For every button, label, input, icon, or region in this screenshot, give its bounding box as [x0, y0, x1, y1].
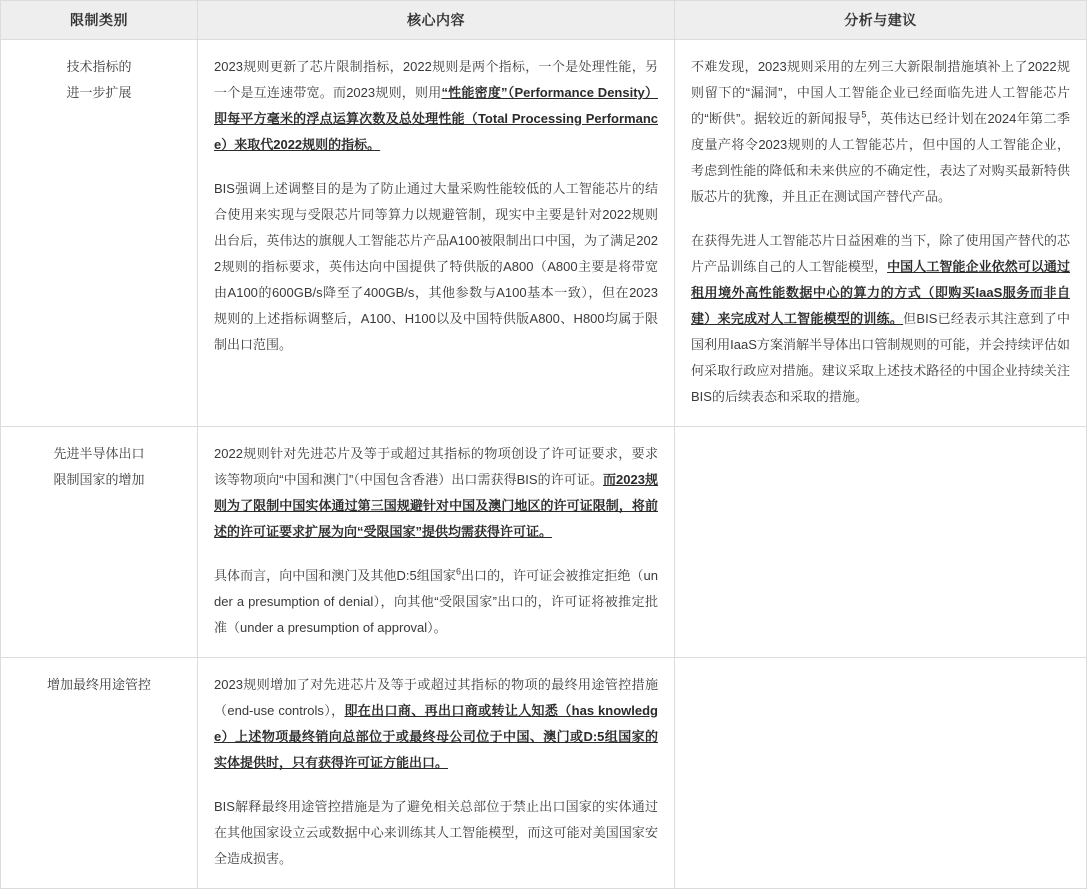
category-line: 限制国家的增加	[53, 472, 145, 487]
category-line: 技术指标的	[66, 59, 132, 74]
table-row	[1, 658, 1087, 889]
row-category-cell	[1, 658, 198, 889]
row-core-content-cell	[198, 40, 675, 427]
emphasized-text: “性能密度”（Performance Density）即每平方毫米的浮点运算次数及总处理性能（Total Processing Performance）来取代2022规则的指标。	[214, 85, 658, 152]
text-run: 2022规则针对先进芯片及等于或超过其指标的物项创设了许可证要求，要求该等物项向“中国和澳门”（中国包含香港）出口需获得BIS的许可证。	[214, 446, 658, 487]
row-category-cell	[1, 427, 198, 658]
row-core-content-cell	[198, 658, 675, 889]
footnote-marker: 6	[455, 566, 461, 577]
column-header-category: 限制类别	[1, 1, 198, 40]
text-run: 在获得先进人工智能芯片日益困难的当下，除了使用国产替代的芯片产品训练自己的人工智能模型，	[691, 233, 1070, 274]
column-header-core-content: 核心内容	[198, 1, 675, 40]
text-run: ，英伟达已经计划在2024年第二季度量产将令2023规则的人工智能芯片，但中国的人工智能企业，考虑到性能的降低和未来供应的不确定性，表达了对购买最新特供版芯片的犹豫，并且正在测试国产替代产品。	[691, 111, 1070, 204]
column-header-analysis: 分析与建议	[675, 1, 1087, 40]
paragraph	[691, 228, 1070, 410]
category-line: 增加最终用途管控	[46, 677, 151, 692]
paragraph	[691, 54, 1070, 210]
table-header	[1, 1, 1087, 40]
row-category-cell	[1, 40, 198, 427]
row-analysis-cell	[675, 427, 1087, 658]
paragraph	[214, 441, 658, 545]
text-run: 具体而言，向中国和澳门及其他D:5组国家	[214, 568, 456, 583]
paragraph	[214, 563, 658, 641]
paragraph: BIS解释最终用途管控措施是为了避免相关总部位于禁止出口国家的实体通过在其他国家设立云或数据中心来训练其人工智能模型，而这可能对美国国家安全造成损害。	[214, 799, 658, 866]
row-analysis-cell	[675, 658, 1087, 889]
footnote-marker: 5	[861, 109, 867, 120]
emphasized-text: 即在出口商、再出口商或转让人知悉（has knowledge）上述物项最终销向总部位于或最终母公司位于中国、澳门或D:5组国家的实体提供时，只有获得许可证方能出口。	[214, 703, 658, 770]
emphasized-text: 而2023规则为了限制中国实体通过第三国规避针对中国及澳门地区的许可证限制，将前述的许可证要求扩展为向“受限国家”提供均需获得许可证。	[214, 472, 658, 539]
table-row	[1, 40, 1087, 427]
category-line: 先进半导体出口	[53, 446, 145, 461]
table-header-row	[1, 1, 1087, 40]
paragraph	[214, 672, 658, 776]
text-run: 不难发现，2023规则采用的左列三大新限制措施填补上了2022规则留下的“漏洞”，中国人工智能企业已经面临先进人工智能芯片的“断供”。据较近的新闻报导	[691, 59, 1070, 126]
text-run: 出口的，许可证会被推定拒绝（under a presumption of denial），向其他“受限国家”出口的，许可证将被推定批准（under a presumption of approval）。	[214, 568, 658, 635]
paragraph: BIS强调上述调整目的是为了防止通过大量采购性能较低的人工智能芯片的结合使用来实现与受限芯片同等算力以规避管制，现实中主要是针对2022规则出台后，英伟达的旗舰人工智能芯片产品A100被限制出口中国，为了满足2022规则的指标要求，英伟达向中国提供了特供版的A800（A800主要是将带宽由A100的600GB/s降至了400GB/s，其他参数与A100基本一致），但在2023规则的上述指标调整后，A100、H100以及中国特供版A800、H800均属于限制出口范围。	[214, 181, 658, 352]
row-core-content-cell	[198, 427, 675, 658]
table-row	[1, 427, 1087, 658]
category-line: 进一步扩展	[66, 85, 132, 100]
emphasized-text: 中国人工智能企业依然可以通过租用境外高性能数据中心的算力的方式（即购买IaaS服务而非自建）来完成对人工智能模型的训练。	[691, 259, 1070, 326]
row-analysis-cell	[675, 40, 1087, 427]
text-run: 但BIS已经表示其注意到了中国利用IaaS方案消解半导体出口管制规则的可能，并会持续评估如何采取行政应对措施。建议采取上述技术路径的中国企业持续关注BIS的后续表态和采取的措施。	[691, 311, 1070, 404]
text-run: 2023规则更新了芯片限制指标，2022规则是两个指标，一个是处理性能，另一个是互连速带宽。而2023规则，则用	[214, 59, 658, 100]
text-run: 2023规则增加了对先进芯片及等于或超过其指标的物项的最终用途管控措施（end-use controls），	[214, 677, 658, 718]
table-body	[1, 40, 1087, 889]
paragraph	[214, 54, 658, 158]
